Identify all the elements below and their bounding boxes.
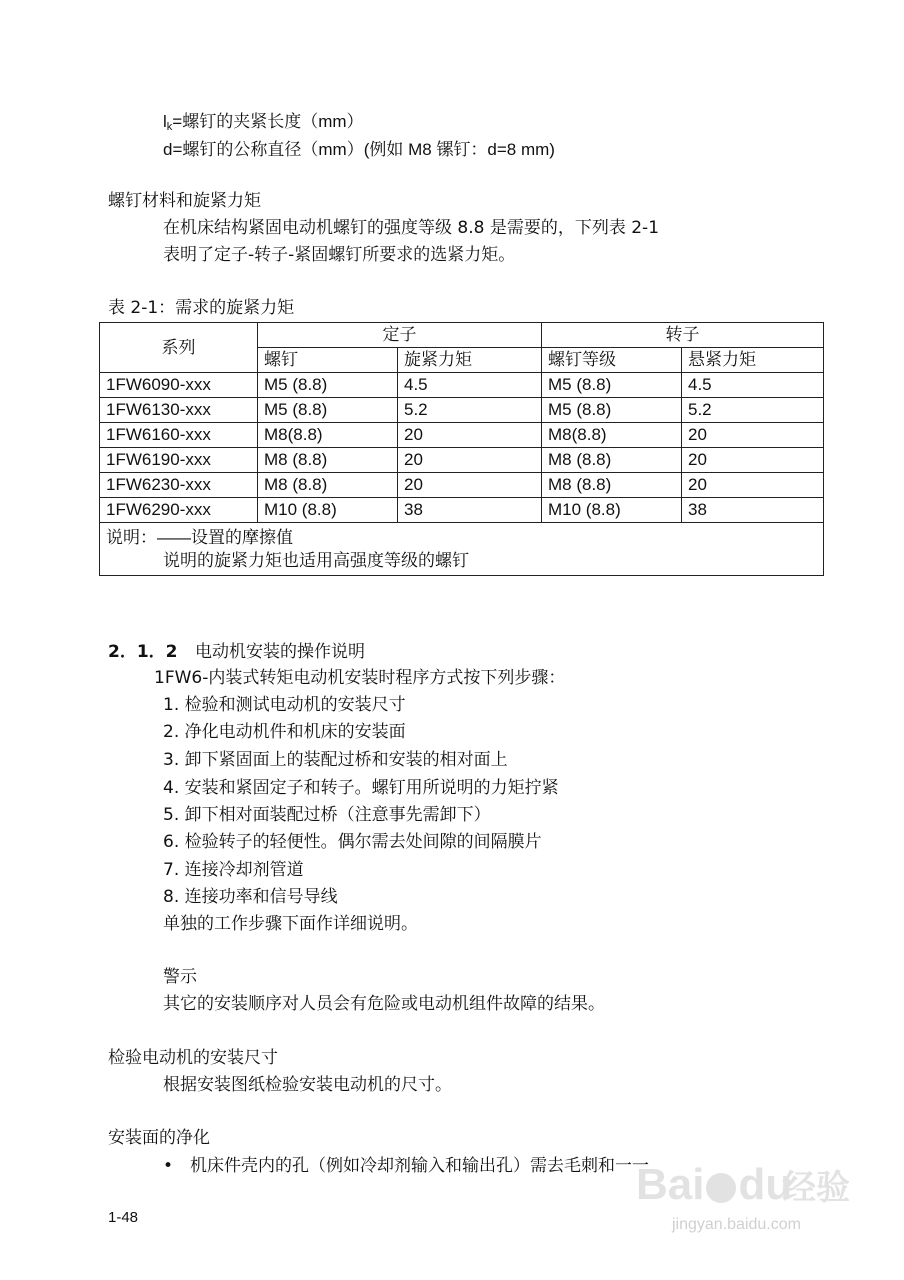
list-item: 3. 卸下紧固面上的装配过桥和安装的相对面上	[163, 750, 508, 770]
cell-series: 1FW6190-xxx	[100, 448, 258, 473]
cell-stator-torque: 38	[398, 498, 542, 523]
table-note-row	[100, 523, 824, 576]
formula-d: d=螺钉的公称直径（mm）(例如 M8 镙钉：d=8 mm)	[163, 140, 555, 159]
header-rotor: 转子	[542, 323, 824, 348]
table-note	[100, 523, 824, 576]
section-number: 2．1．2	[108, 642, 178, 662]
cell-rotor-torque: 38	[682, 498, 824, 523]
cell-series: 1FW6090-xxx	[100, 373, 258, 398]
cell-rotor-screw: M10 (8.8)	[542, 498, 682, 523]
bullet-icon: •	[163, 1156, 174, 1176]
cell-series: 1FW6160-xxx	[100, 423, 258, 448]
table-row	[100, 373, 824, 398]
watermark-brand: Bai du	[636, 1160, 793, 1209]
cell-rotor-torque: 5.2	[682, 398, 824, 423]
note-line-2: 说明的旋紧力矩也适用高强度等级的螺钉	[163, 551, 469, 570]
list-item: 7. 连接冷却剂管道	[163, 860, 304, 880]
section-heading-material: 螺钉材料和旋紧力矩	[108, 191, 261, 211]
warning-text: 其它的安装顺序对人员会有危险或电动机组件故障的结果。	[163, 994, 605, 1014]
warning-title: 警示	[163, 967, 197, 987]
section-intro: 1FW6-内装式转矩电动机安装时程序方式按下列步骤：	[154, 668, 566, 688]
cell-stator-screw: M8 (8.8)	[258, 448, 398, 473]
cell-rotor-screw: M5 (8.8)	[542, 398, 682, 423]
cell-rotor-screw: M8 (8.8)	[542, 473, 682, 498]
lk-variable: l	[163, 112, 167, 131]
cell-rotor-torque: 20	[682, 473, 824, 498]
subheader-tightening-torque: 悬紧力矩	[682, 348, 824, 373]
cell-stator-torque: 20	[398, 448, 542, 473]
lk-subscript: k	[166, 121, 173, 133]
table-row	[100, 473, 824, 498]
cell-stator-screw: M5 (8.8)	[258, 373, 398, 398]
cell-stator-screw: M5 (8.8)	[258, 398, 398, 423]
section-outro: 单独的工作步骤下面作详细说明。	[163, 914, 418, 934]
subheader-screw: 螺钉	[258, 348, 398, 373]
cell-series: 1FW6130-xxx	[100, 398, 258, 423]
cell-stator-torque: 20	[398, 473, 542, 498]
cell-stator-torque: 5.2	[398, 398, 542, 423]
watermark-brand-cn: 经验	[782, 1168, 850, 1208]
section-title: 电动机安装的操作说明	[195, 642, 365, 662]
torque-table	[99, 322, 824, 576]
cell-rotor-torque: 4.5	[682, 373, 824, 398]
subheader-screw-grade: 螺钉等级	[542, 348, 682, 373]
material-paragraph-2: 表明了定子-转子-紧固螺钉所要求的选紧力矩。	[163, 245, 516, 265]
page-number: 1-48	[108, 1209, 139, 1226]
table-row	[100, 423, 824, 448]
list-item: 1. 检验和测试电动机的安装尺寸	[163, 695, 406, 715]
note-line-1: 说明：——设置的摩擦值	[106, 528, 293, 547]
list-item: 4. 安装和紧固定子和转子。螺钉用所说明的力矩拧紧	[163, 778, 559, 798]
header-series: 系列	[100, 323, 258, 373]
material-paragraph-1: 在机床结构紧固电动机螺钉的强度等级 8.8 是需要的，下列表 2-1	[163, 218, 660, 238]
subheader-torque: 旋紧力矩	[398, 348, 542, 373]
watermark-url: jingyan.baidu.com	[672, 1216, 801, 1233]
list-item: 2. 净化电动机件和机床的安装面	[163, 722, 406, 742]
table-row	[100, 498, 824, 523]
cell-stator-screw: M8 (8.8)	[258, 473, 398, 498]
section-heading-check: 检验电动机的安装尺寸	[108, 1048, 278, 1068]
table-header-row	[100, 323, 824, 348]
formula-lk	[163, 112, 364, 137]
cell-stator-screw: M10 (8.8)	[258, 498, 398, 523]
table-row	[100, 398, 824, 423]
cell-series: 1FW6230-xxx	[100, 473, 258, 498]
cell-rotor-torque: 20	[682, 423, 824, 448]
cell-rotor-screw: M8 (8.8)	[542, 448, 682, 473]
bullet-text: 机床件壳内的孔（例如冷却剂输入和输出孔）需去毛刺和一一	[190, 1156, 649, 1176]
list-item: 8. 连接功率和信号导线	[163, 887, 338, 907]
list-item: 5. 卸下相对面装配过桥（注意事先需卸下）	[163, 805, 491, 825]
header-stator: 定子	[258, 323, 542, 348]
cell-series: 1FW6290-xxx	[100, 498, 258, 523]
cell-stator-screw: M8(8.8)	[258, 423, 398, 448]
paw-icon	[706, 1173, 736, 1203]
cell-rotor-screw: M5 (8.8)	[542, 373, 682, 398]
cell-stator-torque: 20	[398, 423, 542, 448]
cell-rotor-torque: 20	[682, 448, 824, 473]
cell-stator-torque: 4.5	[398, 373, 542, 398]
list-item: 6. 检验转子的轻便性。偶尔需去处间隙的间隔膜片	[163, 832, 542, 852]
cell-rotor-screw: M8(8.8)	[542, 423, 682, 448]
table-row	[100, 448, 824, 473]
check-text: 根据安装图纸检验安装电动机的尺寸。	[163, 1075, 452, 1095]
section-heading-clean: 安装面的净化	[108, 1128, 210, 1148]
lk-definition: =螺钉的夹紧长度（mm）	[172, 112, 364, 131]
table-caption: 表 2-1：需求的旋紧力矩	[108, 298, 295, 318]
